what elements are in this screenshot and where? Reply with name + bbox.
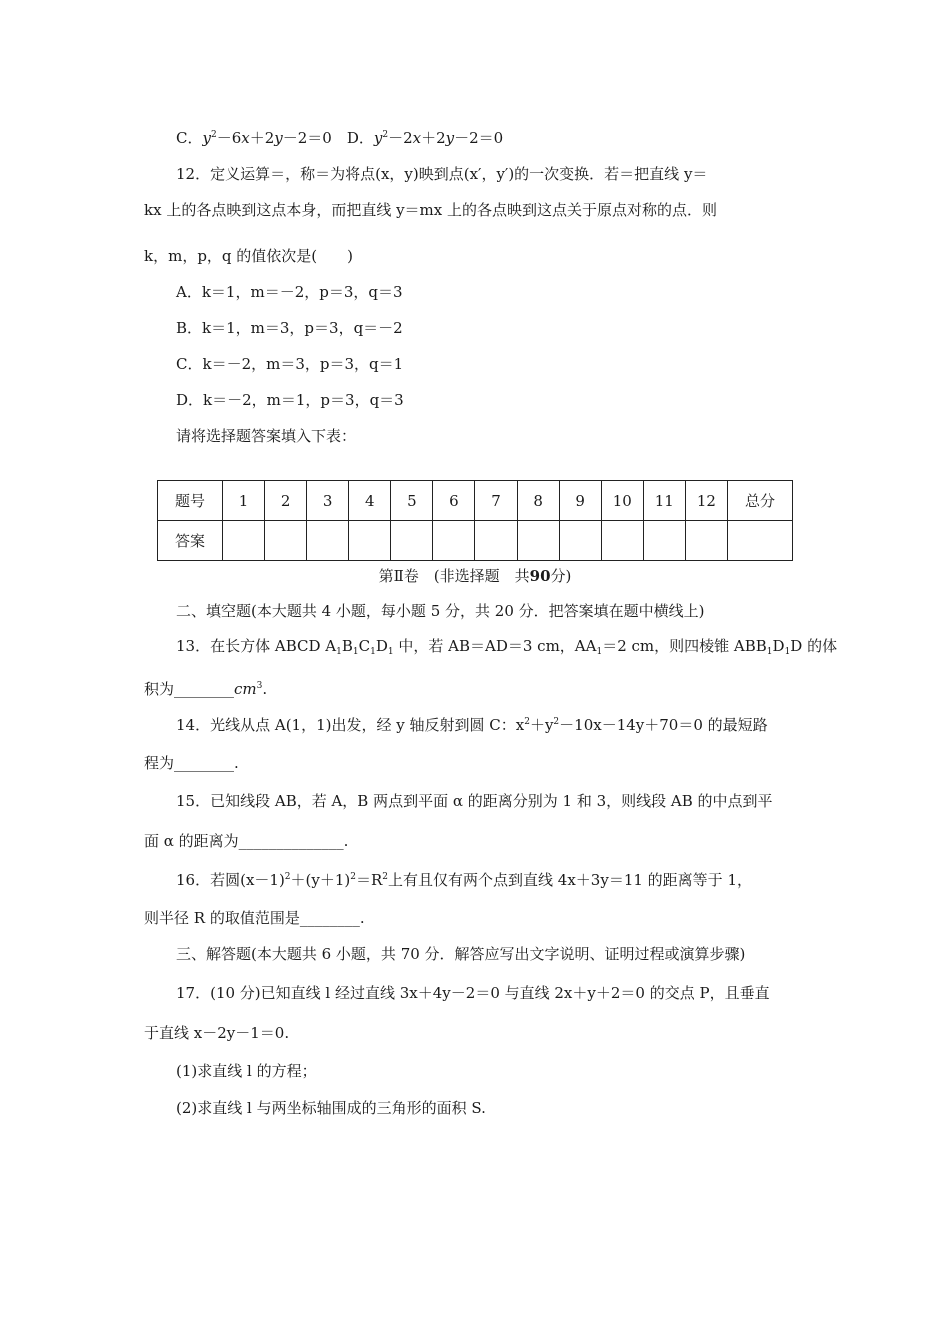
q13-line1: 13．在长方体 ABCD $A_1B_1C_1D_1$ 中，若 AB＝AD＝3 cm，$AA_1=2$ cm，则四棱锥 $ABB_1D_1D$ 的体: [176, 637, 838, 657]
answer-row-header: 答案: [158, 521, 223, 561]
answer-cell[interactable]: [349, 521, 391, 561]
question-number-cell: 1: [223, 481, 265, 521]
total-score-cell[interactable]: [728, 521, 793, 561]
q13-period: .: [262, 680, 268, 698]
question-number-cell: 12: [685, 481, 727, 521]
answer-cell[interactable]: [433, 521, 475, 561]
q13-unit: cm: [234, 680, 257, 698]
answer-cell[interactable]: [685, 521, 727, 561]
total-score-header: 总分: [728, 481, 793, 521]
q13-text-d: D 的体: [790, 637, 838, 655]
question-number-cell: 3: [307, 481, 349, 521]
option-d-label: D．: [346, 129, 374, 147]
q11-options-cd: C．$y^2-6x+2y-2=0$ D．$y^2-2x+2y-2=0$: [176, 129, 504, 147]
answer-cell[interactable]: [601, 521, 643, 561]
q14-text-b: ＋y: [529, 716, 554, 734]
q17-part1: (1)求直线 l 的方程；: [176, 1062, 317, 1080]
question-number-cell: 9: [559, 481, 601, 521]
answer-cell[interactable]: [517, 521, 559, 561]
q17-line2: 于直线 x－2y－1＝0.: [144, 1024, 290, 1042]
q16-text-d: 上有且仅有两个点到直线 4x＋3y＝11 的距离等于 1，: [388, 871, 752, 889]
question-number-cell: 7: [475, 481, 517, 521]
section-2-header: 二、填空题(本大题共 4 小题，每小题 5 分，共 20 分．把答案填在题中横线上): [176, 602, 705, 620]
answer-cell[interactable]: [391, 521, 433, 561]
answer-cell[interactable]: [223, 521, 265, 561]
table-instruction: 请将选择题答案填入下表：: [176, 427, 357, 445]
q13-text-b: 中，若 AB＝AD＝3 cm，AA: [398, 637, 597, 655]
q12-option-c: C．k＝－2，m＝3，p＝3，q＝1: [176, 355, 404, 373]
answer-table-answer-row: [158, 521, 793, 561]
answer-cell[interactable]: [559, 521, 601, 561]
question-number-cell: 6: [433, 481, 475, 521]
q12-option-b: B．k＝1，m＝3，p＝3，q＝－2: [176, 319, 403, 337]
q16-text-a: 16．若圆(x－1): [176, 871, 285, 889]
answer-table-header-row: [158, 481, 793, 521]
volume-2-suffix: 分): [550, 567, 572, 585]
q15-line1: 15．已知线段 AB，若 A，B 两点到平面 α 的距离分别为 1 和 3，则线段 AB 的中点到平: [176, 792, 773, 810]
q16-text-b: ＋(y＋1): [290, 871, 351, 889]
question-number-cell: 2: [265, 481, 307, 521]
volume-2-title: [0, 565, 950, 587]
section-3-header: 三、解答题(本大题共 6 小题，共 70 分．解答应写出文字说明、证明过程或演算步骤): [176, 945, 746, 963]
q16-line2: 则半径 R 的取值范围是________.: [144, 909, 365, 927]
q12-line1: 12．定义运算＝，称＝为将点(x，y)映到点(x′，y′)的一次变换．若＝把直线 y＝: [176, 165, 708, 183]
q13-blank: 积为________: [144, 680, 235, 698]
question-number-cell: 8: [517, 481, 559, 521]
question-number-cell: 4: [349, 481, 391, 521]
q12-option-a: A．k＝1，m＝－2，p＝3，q＝3: [176, 283, 403, 301]
question-number-cell: 5: [391, 481, 433, 521]
q12-line3: k，m，p，q 的值依次是( ): [144, 247, 353, 265]
q13-text-a: 13．在长方体 ABCD: [176, 637, 321, 655]
answer-cell[interactable]: [307, 521, 349, 561]
q14-text-c: －10x－14y＋70＝0 的最短路: [559, 716, 768, 734]
q16-line1: 16．若圆$(x-1)^2+(y+1)^2=R^2$上有且仅有两个点到直线 4x＋3y＝11 的距离等于 1，: [176, 871, 752, 889]
volume-2-score: 90: [529, 567, 551, 585]
q12-option-d: D．k＝－2，m＝1，p＝3，q＝3: [176, 391, 404, 409]
q17-part2: (2)求直线 l 与两坐标轴围成的三角形的面积 S.: [176, 1099, 486, 1117]
q14-text-a: 14．光线从点 A(1，1)出发，经 y 轴反射到圆 C：x: [176, 716, 525, 734]
q16-text-c: ＝R: [356, 871, 383, 889]
question-number-cell: 11: [643, 481, 685, 521]
q14-line1: 14．光线从点 A(1，1)出发，经 y 轴反射到圆 C：$x^2+y^2-10x-14y+70=0$ 的最短路: [176, 716, 768, 734]
q12-line2: kx 上的各点映到这点本身，而把直线 y＝mx 上的各点映到这点关于原点对称的点．则: [144, 201, 718, 219]
q15-line2: 面 α 的距离为______________.: [144, 832, 349, 850]
q13-text-c: ＝2 cm，则四棱锥 ABB: [602, 637, 767, 655]
answer-cell[interactable]: [643, 521, 685, 561]
q14-line2: 程为________.: [144, 754, 239, 772]
question-number-header: 题号: [158, 481, 223, 521]
question-number-cell: 10: [601, 481, 643, 521]
q13-line2: 积为$\_\_\_\_\_\_\_\_cm^3$.: [144, 680, 268, 698]
answer-table: [157, 480, 793, 561]
volume-2-prefix: 第Ⅱ卷 (非选择题 共: [378, 567, 530, 585]
answer-cell[interactable]: [475, 521, 517, 561]
q17-line1: 17．(10 分)已知直线 l 经过直线 3x＋4y－2＝0 与直线 2x＋y＋2＝0 的交点 P，且垂直: [176, 984, 770, 1002]
option-c-label: C．: [176, 129, 203, 147]
answer-cell[interactable]: [265, 521, 307, 561]
